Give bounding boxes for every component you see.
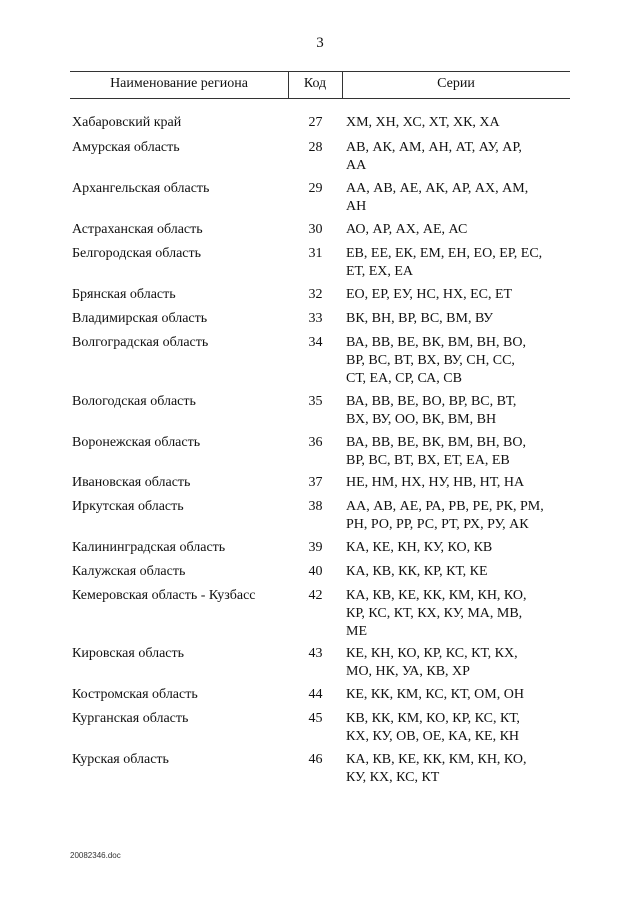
region-series: АА, АВ, АЕ, АК, АР, АХ, АМ, АН [346, 181, 529, 214]
region-code: 37 [308, 475, 323, 490]
region-series: ВК, ВН, ВР, ВС, ВМ, ВУ [346, 311, 494, 326]
region-code: 28 [308, 140, 323, 155]
region-name: Белгородская область [72, 246, 202, 261]
region-code: 42 [308, 588, 323, 603]
region-series: КВ, КК, КМ, КО, КР, КС, КТ, КХ, КУ, ОВ, ОЕ, КА, КЕ, КН [346, 711, 520, 744]
header-bottom-rule [70, 98, 570, 99]
region-series: ВА, ВВ, ВЕ, ВК, ВМ, ВН, ВО, ВР, ВС, ВТ, ВХ, ВУ, СН, СС, СТ, ЕА, СР, СА, СВ [346, 335, 526, 386]
region-name: Курская область [72, 752, 169, 767]
region-series: НЕ, НМ, НХ, НУ, НВ, НТ, НА [346, 475, 525, 490]
region-name: Брянская область [72, 287, 176, 302]
region-name: Архангельская область [72, 181, 210, 196]
region-code: 46 [308, 752, 323, 767]
region-series: ВА, ВВ, ВЕ, ВК, ВМ, ВН, ВО, ВР, ВС, ВТ, ВХ, ЕТ, ЕА, ЕВ [346, 435, 526, 468]
region-series: АВ, АК, АМ, АН, АТ, АУ, АР, АА [346, 140, 522, 173]
page-number: 3 [316, 35, 324, 51]
region-name: Вологодская область [72, 394, 196, 409]
region-name: Иркутская область [72, 499, 184, 514]
region-code: 31 [308, 246, 323, 261]
region-code: 27 [308, 115, 323, 130]
region-series: КА, КВ, КЕ, КК, КМ, КН, КО, КУ, КХ, КС, КТ [346, 752, 527, 785]
region-name: Воронежская область [72, 435, 201, 450]
region-series: АА, АВ, АЕ, РА, РВ, РЕ, РК, РМ, РН, РО, РР, РС, РТ, РХ, РУ, АК [346, 499, 544, 532]
region-series: КЕ, КН, КО, КР, КС, КТ, КХ, МО, НК, УА, КВ, ХР [346, 646, 518, 679]
region-name: Кемеровская область - Кузбасс [72, 588, 256, 603]
region-code: 44 [308, 687, 323, 702]
region-code: 29 [308, 181, 323, 196]
region-name: Астраханская область [72, 222, 203, 237]
region-name: Кировская область [72, 646, 185, 661]
region-code: 34 [308, 335, 323, 350]
region-name: Хабаровский край [72, 115, 182, 130]
region-name: Костромская область [72, 687, 198, 702]
region-series: КА, КВ, КК, КР, КТ, КЕ [346, 564, 488, 579]
region-code: 45 [308, 711, 323, 726]
region-code: 43 [308, 646, 323, 661]
region-name: Амурская область [72, 140, 180, 155]
region-series: ЕВ, ЕЕ, ЕК, ЕМ, ЕН, ЕО, ЕР, ЕС, ЕТ, ЕХ, ЕА [346, 246, 543, 279]
region-series: ЕО, ЕР, ЕУ, НС, НХ, ЕС, ЕТ [346, 287, 513, 302]
region-code: 30 [308, 222, 323, 237]
region-code: 32 [308, 287, 323, 302]
column-header-code: Код [303, 76, 327, 91]
region-series: КА, КЕ, КН, КУ, КО, КВ [346, 540, 493, 555]
region-series: ВА, ВВ, ВЕ, ВО, ВР, ВС, ВТ, ВХ, ВУ, ОО, ВК, ВМ, ВН [346, 394, 517, 427]
region-name: Ивановская область [72, 475, 191, 490]
document-filename: 20082346.doc [70, 851, 121, 860]
region-code: 36 [308, 435, 323, 450]
region-code: 40 [308, 564, 323, 579]
column-header-region-name: Наименование региона [110, 76, 248, 91]
region-series: КЕ, КК, КМ, КС, КТ, ОМ, ОН [346, 687, 524, 702]
region-series: АО, АР, АХ, АЕ, АС [346, 222, 468, 237]
region-name: Курганская область [72, 711, 189, 726]
region-code: 39 [308, 540, 323, 555]
region-code: 35 [308, 394, 323, 409]
region-series: КА, КВ, КЕ, КК, КМ, КН, КО, КР, КС, КТ, КХ, КУ, МА, МВ, МЕ [346, 588, 527, 639]
region-name: Волгоградская область [72, 335, 209, 350]
region-code: 38 [308, 499, 323, 514]
region-name: Калужская область [72, 564, 186, 579]
region-code: 33 [308, 311, 323, 326]
column-header-series: Серии [437, 76, 475, 91]
region-name: Калининградская область [72, 540, 226, 555]
region-name: Владимирская область [72, 311, 208, 326]
region-series: ХМ, ХН, ХС, ХТ, ХК, ХА [346, 115, 500, 130]
header-top-rule [70, 71, 570, 72]
